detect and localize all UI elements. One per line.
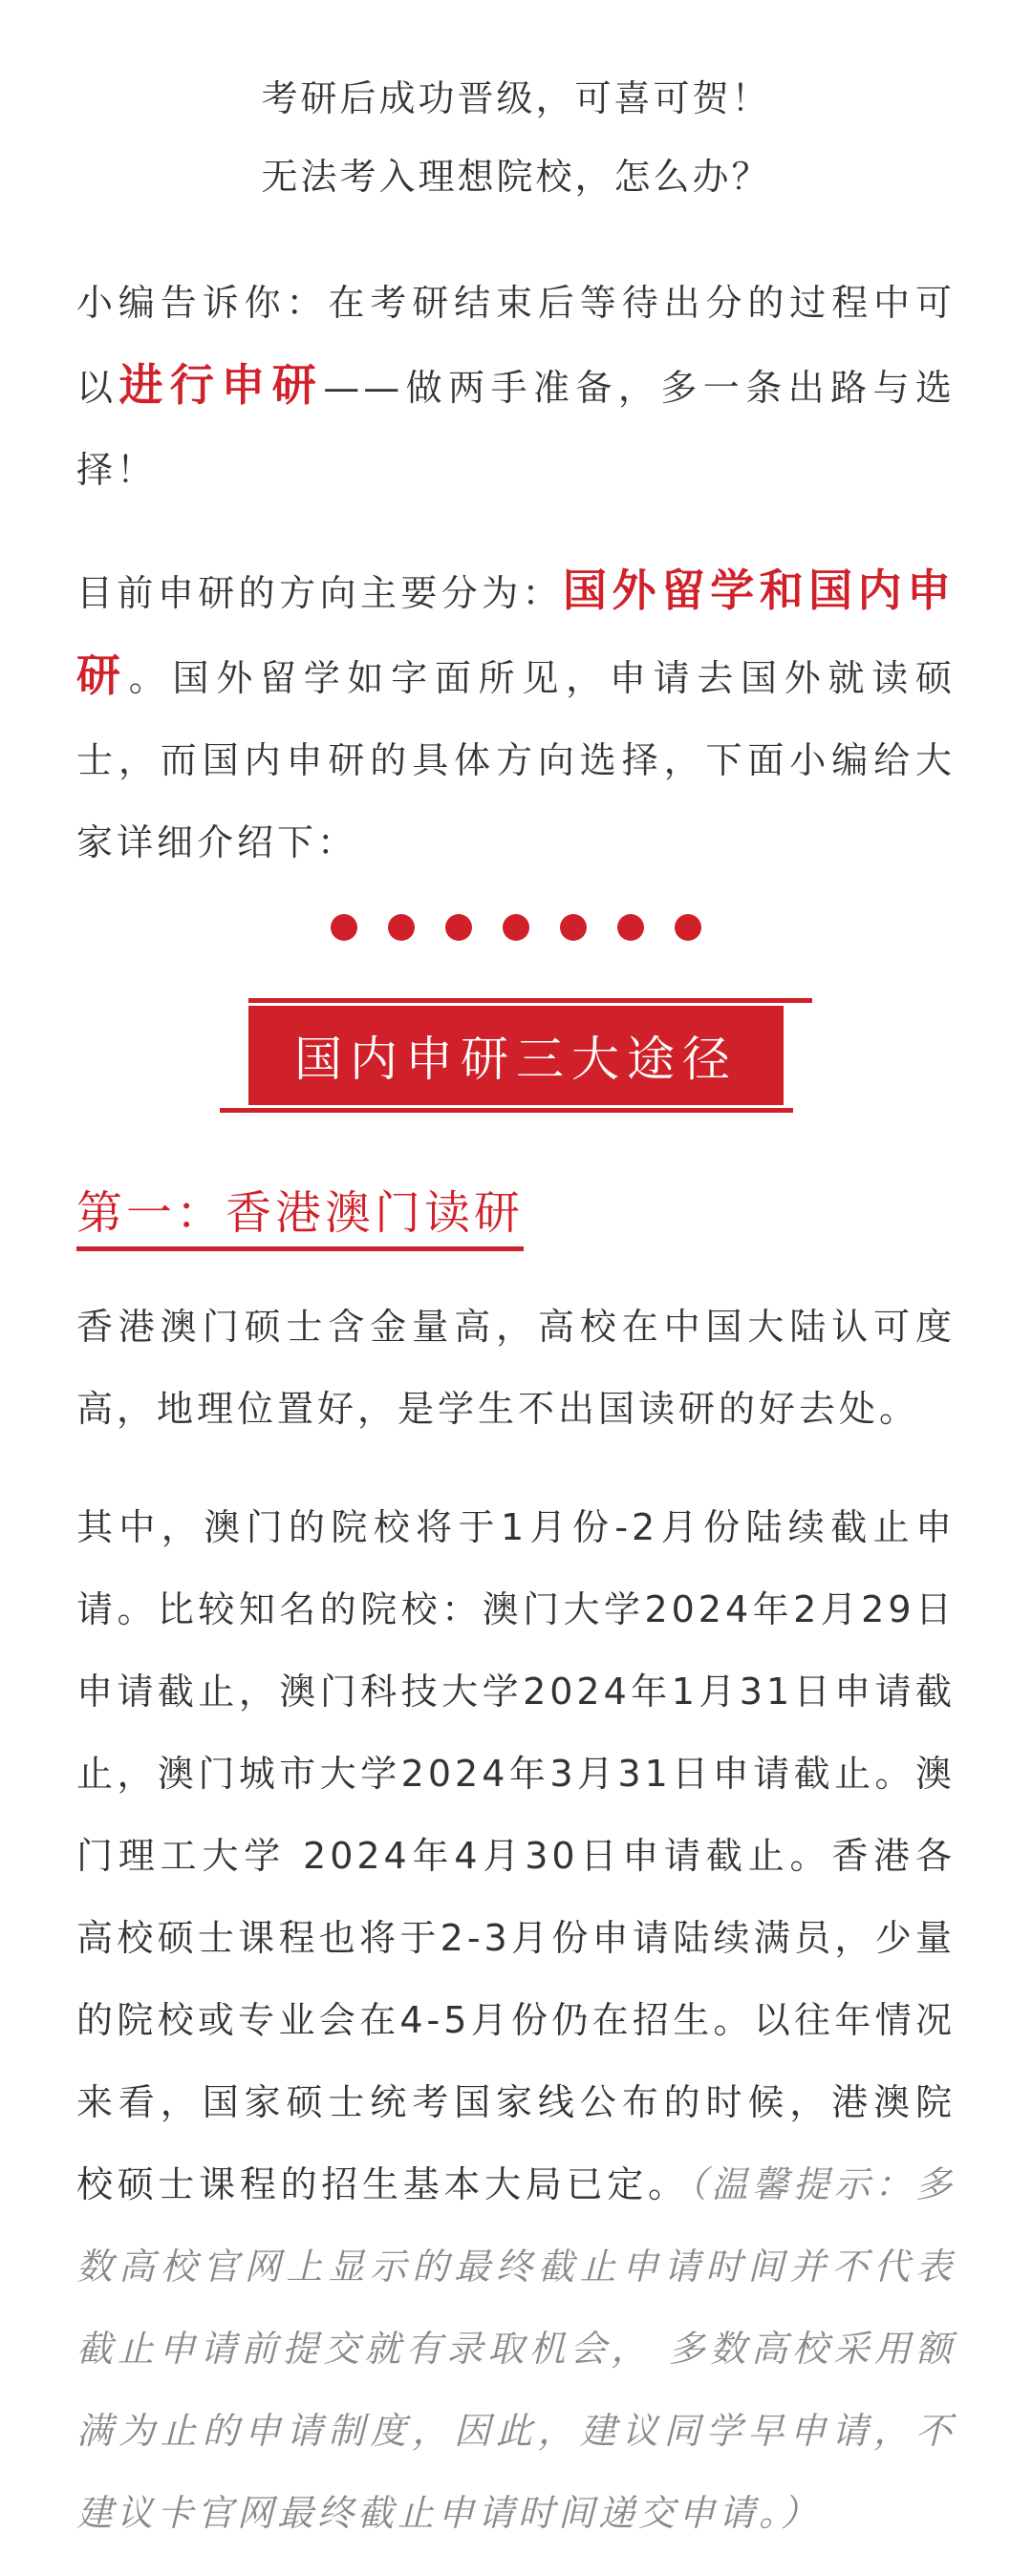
highlight-directions: 国外留学和国内申研	[76, 564, 956, 701]
tip-note: （温馨提示：多数高校官网上显示的最终截止申请时间并不代表截止申请前提交就有录取机会， 多数高校采用额满为止的申请制度，因此，建议同学早申请，不建议卡官网最终截止申请时间递交申请。）	[76, 2163, 956, 2534]
paragraph-hk-macau-intro: 香港澳门硕士含金量高，高校在中国大陆认可度高，地理位置好，是学生不出国读研的好去处。	[76, 1306, 956, 1430]
paragraph-apply-advice	[76, 262, 956, 511]
paragraph-directions	[76, 549, 956, 884]
intro-block	[76, 0, 956, 216]
section-banner	[220, 998, 812, 1113]
paragraph-deadlines	[76, 1486, 956, 2554]
divider-dot	[675, 914, 701, 941]
divider-dot	[560, 914, 587, 941]
paragraph-text: 目前申研的方向主要分为：	[76, 572, 564, 614]
section-title: 第一：香港澳门读研	[76, 1186, 525, 1240]
intro-line-1: 考研后成功晋级，可喜可贺！	[261, 77, 771, 119]
intro-line-2: 无法考入理想院校，怎么办？	[261, 156, 771, 198]
banner-line-top	[248, 998, 812, 1003]
paragraph-text: ——做两手准备，多一条出路与选择！	[76, 367, 956, 491]
dot-divider	[76, 910, 956, 945]
paragraph-text: 小编告诉你：在考研结束后等待出分的过程中可以	[76, 282, 956, 409]
paragraph-text: 其中，澳门的院校将于1月份-2月份陆续截止申请。比较知名的院校：澳门大学2024年2月29日申请截止，澳门科技大学2024年1月31日申请截止，澳门城市大学2024年3月31日申请截止。澳门理工大学 2024年4月30日申请截止。香港各高校硕士课程也将于2-3月份申请陆续满员，少量的院校或专业会在4-5月份仍在招生。以往年情况来看，国家硕士统考国家线公布的时候，港澳院校硕士课程的招生基本大局已定。	[76, 1506, 956, 2205]
divider-dot	[331, 914, 357, 941]
banner-line-bottom	[220, 1108, 793, 1113]
paragraph-text: 。国外留学如字面所见，申请去国外就读硕士，而国内申研的具体方向选择，下面小编给大家详细介绍下：	[76, 657, 957, 863]
divider-dot	[617, 914, 644, 941]
highlight-apply: 进行申研	[118, 359, 324, 411]
divider-dot	[388, 914, 415, 941]
section-heading	[76, 1183, 524, 1251]
divider-dot	[503, 914, 529, 941]
divider-dot	[445, 914, 472, 941]
banner-title: 国内申研三大途径	[248, 1006, 784, 1105]
